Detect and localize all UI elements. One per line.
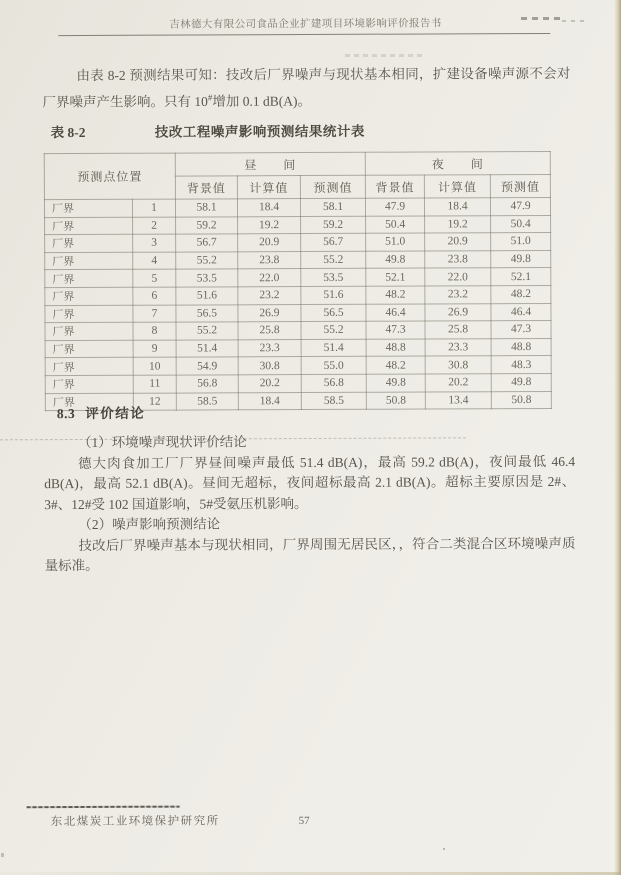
header-rule [58,33,550,37]
table-label: 表 8-2 [50,124,86,141]
value-cell: 20.2 [425,374,491,392]
conclusion-item2-body: 技改后厂界噪声基本与现状相同，厂界周围无居民区，，符合二类混合区环境噪声质量标准。 [44,535,576,574]
col-header-location: 预测点位置 [44,153,175,200]
table-row [45,268,551,288]
value-cell: 20.2 [238,374,301,392]
value-cell: 56.8 [301,374,366,392]
section-number: 8.3 [56,406,76,422]
point-number-cell: 6 [133,287,176,305]
value-cell: 47.3 [491,321,551,339]
point-number-cell: 8 [133,322,176,340]
section-heading [57,402,145,422]
table-header [44,151,550,199]
footer-rule [27,806,180,809]
value-cell: 56.7 [176,234,238,252]
site-cell: 厂界 [45,234,133,252]
value-cell: 18.4 [238,392,301,410]
site-cell: 厂界 [45,287,133,305]
value-cell: 23.2 [425,286,491,304]
value-cell: 19.2 [238,216,301,234]
value-cell: 47.9 [491,197,551,215]
value-cell: 55.2 [176,252,238,270]
value-cell: 47.3 [366,321,425,339]
point-number-cell: 4 [133,252,176,270]
pencil-smudge [345,54,423,57]
site-cell: 厂界 [45,270,133,288]
table-row [45,303,551,323]
value-cell: 48.2 [366,286,425,304]
table-row [45,285,551,305]
value-cell: 46.4 [366,304,425,322]
site-cell: 厂界 [45,375,133,393]
value-cell: 49.8 [366,374,425,392]
value-cell: 22.0 [238,269,301,287]
value-cell: 13.4 [425,391,491,409]
table-row [45,338,551,358]
conclusion-item1-body: 德大肉食加工厂厂界昼间噪声最低 51.4 dB(A)，最高 59.2 dB(A)，夜间最低 46.4 dB(A)，最高 52.1 dB(A)。昼间无超标，夜间超标最高 2.1 dB(A)。超标主要原因是 2#、3#、12#受 102 国道影响，5#受氨压机影响。 [44,453,576,512]
table-caption [51,119,571,141]
value-cell: 19.2 [425,215,491,233]
value-cell: 53.5 [176,269,238,287]
col-header-night-background: 背景值 [365,175,424,198]
value-cell: 51.0 [491,233,551,251]
value-cell: 48.3 [491,356,551,374]
site-cell: 厂界 [45,305,133,323]
value-cell: 20.9 [425,233,491,251]
footer-organization: 东北煤炭工业环境保护研究所 [50,815,220,829]
value-cell: 53.5 [301,269,366,287]
col-header-day-calculated: 计算值 [237,176,300,199]
scan-edge-right [614,0,621,875]
col-header-night-calculated: 计算值 [424,175,490,198]
value-cell: 26.9 [425,303,491,321]
value-cell: 56.5 [176,304,238,322]
point-number-cell: 9 [133,340,176,358]
value-cell: 47.9 [366,198,425,216]
col-header-day-predicted: 预测值 [300,175,365,198]
point-number-cell: 12 [133,393,176,411]
value-cell: 48.8 [491,338,551,356]
value-cell: 50.4 [491,215,551,233]
point-number-cell: 1 [132,199,175,217]
intro-paragraph [42,62,570,114]
value-cell: 30.8 [425,356,491,374]
site-cell: 厂界 [45,252,133,270]
value-cell: 51.4 [301,339,366,357]
value-cell: 51.4 [176,340,238,358]
value-cell: 59.2 [301,216,366,234]
conclusions-block [44,431,576,577]
site-cell: 厂界 [45,340,133,358]
value-cell: 18.4 [237,199,300,217]
document-header-title: 吉林德大有限公司食品企业扩建项目环境影响评价报告书 [169,18,442,31]
noise-prediction-table [44,151,552,411]
site-cell: 厂界 [45,322,133,340]
value-cell: 56.8 [176,375,238,393]
section-title: 评价结论 [85,405,146,421]
table-row [45,215,551,235]
col-header-night-predicted: 预测值 [490,174,550,197]
value-cell: 49.8 [491,250,551,268]
table-row [45,233,551,253]
table-row [44,197,550,217]
pencil-smudge [521,17,561,20]
value-cell: 58.1 [300,198,365,216]
value-cell: 23.3 [238,339,301,357]
point-number-cell: 10 [133,357,176,375]
point-number-cell: 5 [133,269,176,287]
value-cell: 52.1 [491,268,551,286]
page-number: 57 [298,815,310,828]
value-cell: 20.9 [238,234,301,252]
site-cell: 厂界 [45,358,133,376]
site-cell: 厂界 [44,199,132,217]
value-cell: 51.6 [301,286,366,304]
value-cell: 55.2 [301,251,366,269]
point-number-cell: 2 [133,217,176,235]
value-cell: 58.5 [301,392,366,410]
table-row [45,356,551,376]
value-cell: 50.8 [366,392,425,410]
value-cell: 58.5 [176,392,238,410]
value-cell: 51.6 [176,287,238,305]
point-number-cell: 11 [133,375,176,393]
value-cell: 25.8 [238,322,301,340]
table-row [45,373,551,393]
site-cell: 厂界 [45,393,133,411]
value-cell: 23.2 [238,287,301,305]
value-cell: 56.5 [301,304,366,322]
col-header-day-background: 背景值 [175,176,237,199]
value-cell: 55.2 [176,322,238,340]
table-row [45,321,551,341]
intro-text-part2: 增加 0.1 dB(A)。 [212,93,312,109]
value-cell: 58.1 [175,199,237,217]
table-body [44,197,551,410]
value-cell: 23.3 [425,338,491,356]
site-cell: 厂界 [45,217,133,235]
value-cell: 51.0 [366,233,425,251]
value-cell: 25.8 [425,321,491,339]
value-cell: 48.2 [366,356,425,374]
value-cell: 48.8 [366,339,425,357]
ink-speck [1,853,4,857]
intro-text-part1: 由表 8-2 预测结果可知：技改后厂界噪声与现状基本相同，扩建设备噪声源不会对厂界噪声产生影响。只有 10 [42,65,571,110]
table-header-row-groups [44,151,550,176]
table-row [45,250,551,270]
ink-speck [443,848,445,850]
col-header-night: 夜 间 [365,151,550,175]
value-cell: 46.4 [491,303,551,321]
point-number-cell: 3 [133,234,176,252]
value-cell: 22.0 [425,268,491,286]
value-cell: 23.8 [238,251,301,269]
value-cell: 23.8 [425,250,491,268]
pencil-smudge [562,20,586,22]
conclusion-item1-title: （1）环境噪声现状评价结论 [77,434,247,451]
col-header-day: 昼 间 [175,152,365,176]
point-number-cell: 7 [133,305,176,323]
value-cell: 52.1 [366,268,425,286]
value-cell: 26.9 [238,304,301,322]
value-cell: 56.7 [301,233,366,251]
value-cell: 59.2 [176,216,238,234]
value-cell: 49.8 [491,373,551,391]
value-cell: 54.9 [176,357,238,375]
value-cell: 49.8 [366,251,425,269]
value-cell: 50.4 [366,216,425,234]
superscript-hash: # [207,92,213,103]
conclusion-item2-title: （2）噪声影响预测结论 [78,516,221,533]
value-cell: 55.2 [301,321,366,339]
value-cell: 30.8 [238,357,301,375]
value-cell: 48.2 [491,285,551,303]
value-cell: 55.0 [301,357,366,375]
value-cell: 50.8 [491,391,551,409]
table-title: 技改工程噪声影响预测结果统计表 [154,123,365,140]
value-cell: 18.4 [425,198,491,216]
